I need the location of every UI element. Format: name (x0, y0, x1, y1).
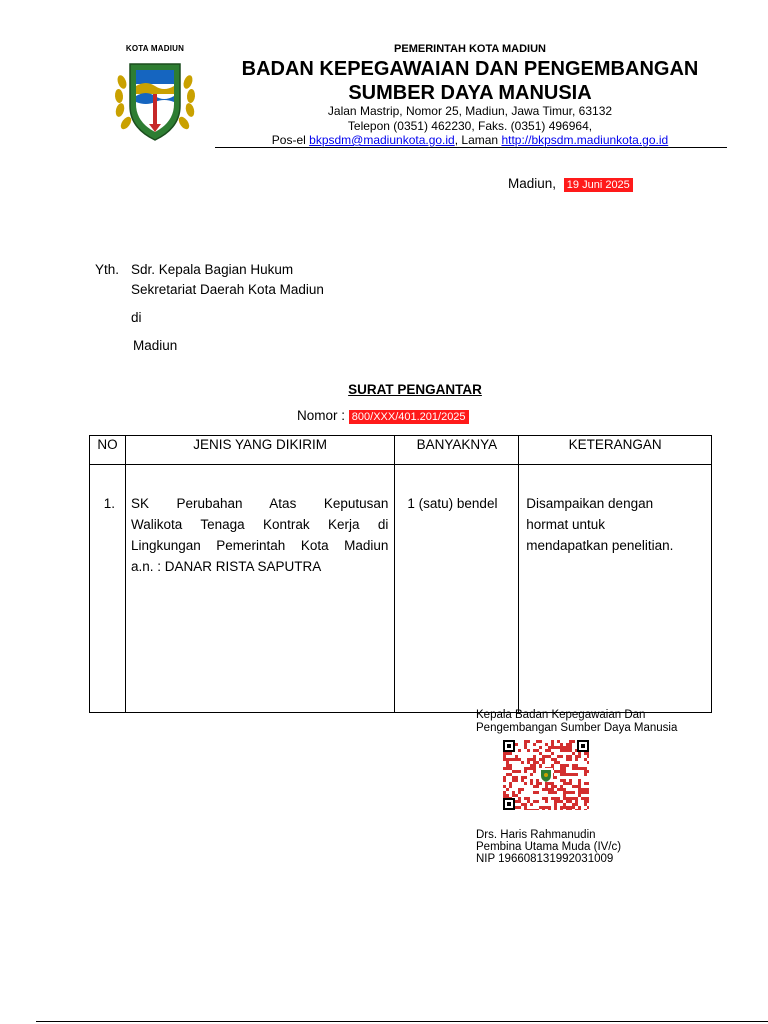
email-prefix: Pos-el (271, 133, 310, 147)
recipient-di: di (131, 310, 142, 325)
items-table (89, 435, 712, 713)
header-no: NO (90, 436, 126, 465)
header-banyaknya: BANYAKNYA (395, 436, 519, 465)
cell-jenis (125, 465, 394, 713)
government-name: PEMERINTAH KOTA MADIUN (394, 43, 546, 55)
jenis-line: Walikota Tenaga Kontrak Kerja di (130, 517, 389, 532)
website-link[interactable]: http://bkpsdm.madiunkota.go.id (501, 133, 669, 147)
signer-name: Drs. Haris Rahmanudin (476, 829, 596, 841)
recipient-yth: Yth. (95, 262, 120, 277)
agency-phone: Telepon (0351) 462230, Faks. (0351) 496964, (347, 119, 593, 133)
signer-title-line1: Kepala Badan Kepegawaian Dan (476, 709, 646, 721)
letter-title: SURAT PENGANTAR (348, 382, 482, 397)
keterangan-line: mendapatkan penelitian. (526, 538, 674, 553)
recipient-line2: Sekretariat Daerah Kota Madiun (131, 282, 324, 297)
table-header-row (90, 436, 712, 465)
header-keterangan: KETERANGAN (519, 436, 712, 465)
logo-caption: KOTA MADIUN (125, 44, 185, 53)
letter-number: 800/XXX/401.201/2025 (349, 410, 469, 424)
jenis-line: SK Perubahan Atas Keputusan (130, 496, 389, 511)
email-link[interactable]: bkpsdm@madiunkota.go.id (309, 133, 455, 147)
number-label: Nomor : (297, 408, 346, 423)
kota-madiun-logo (108, 44, 202, 144)
footer-divider (36, 1021, 768, 1022)
cell-no: 1. (90, 465, 126, 713)
signer-nip: NIP 196608131992031009 (476, 853, 614, 865)
recipient-city: Madiun (133, 338, 178, 353)
header-divider (215, 147, 727, 148)
date-place: Madiun, (508, 176, 557, 191)
signer-title-line2: Pengembangan Sumber Daya Manusia (476, 722, 678, 734)
keterangan-line: hormat untuk (526, 517, 606, 532)
header-jenis: JENIS YANG DIKIRIM (125, 436, 394, 465)
web-prefix: , Laman (454, 133, 502, 147)
cell-keterangan (519, 465, 712, 713)
agency-contact (210, 133, 730, 148)
date-value: 19 Juni 2025 (564, 178, 633, 192)
qr-code-signature (503, 740, 589, 810)
cell-banyaknya: 1 (satu) bendel (395, 465, 519, 713)
recipient-line1: Sdr. Kepala Bagian Hukum (131, 262, 294, 277)
agency-address: Jalan Mastrip, Nomor 25, Madiun, Jawa Timur, 63132 (327, 104, 613, 118)
signer-rank: Pembina Utama Muda (IV/c) (476, 841, 622, 853)
jenis-line: a.n. : DANAR RISTA SAPUTRA (130, 559, 322, 574)
agency-name-line1: BADAN KEPEGAWAIAN DAN PENGEMBANGAN (241, 58, 699, 80)
table-row (90, 465, 712, 713)
date-line (508, 176, 633, 191)
letter-number-line (297, 408, 469, 423)
letter-title-wrap (0, 382, 768, 397)
jenis-line: Lingkungan Pemerintah Kota Madiun (130, 538, 389, 553)
keterangan-line: Disampaikan dengan (526, 496, 654, 511)
agency-name-line2: SUMBER DAYA MANUSIA (348, 82, 592, 104)
